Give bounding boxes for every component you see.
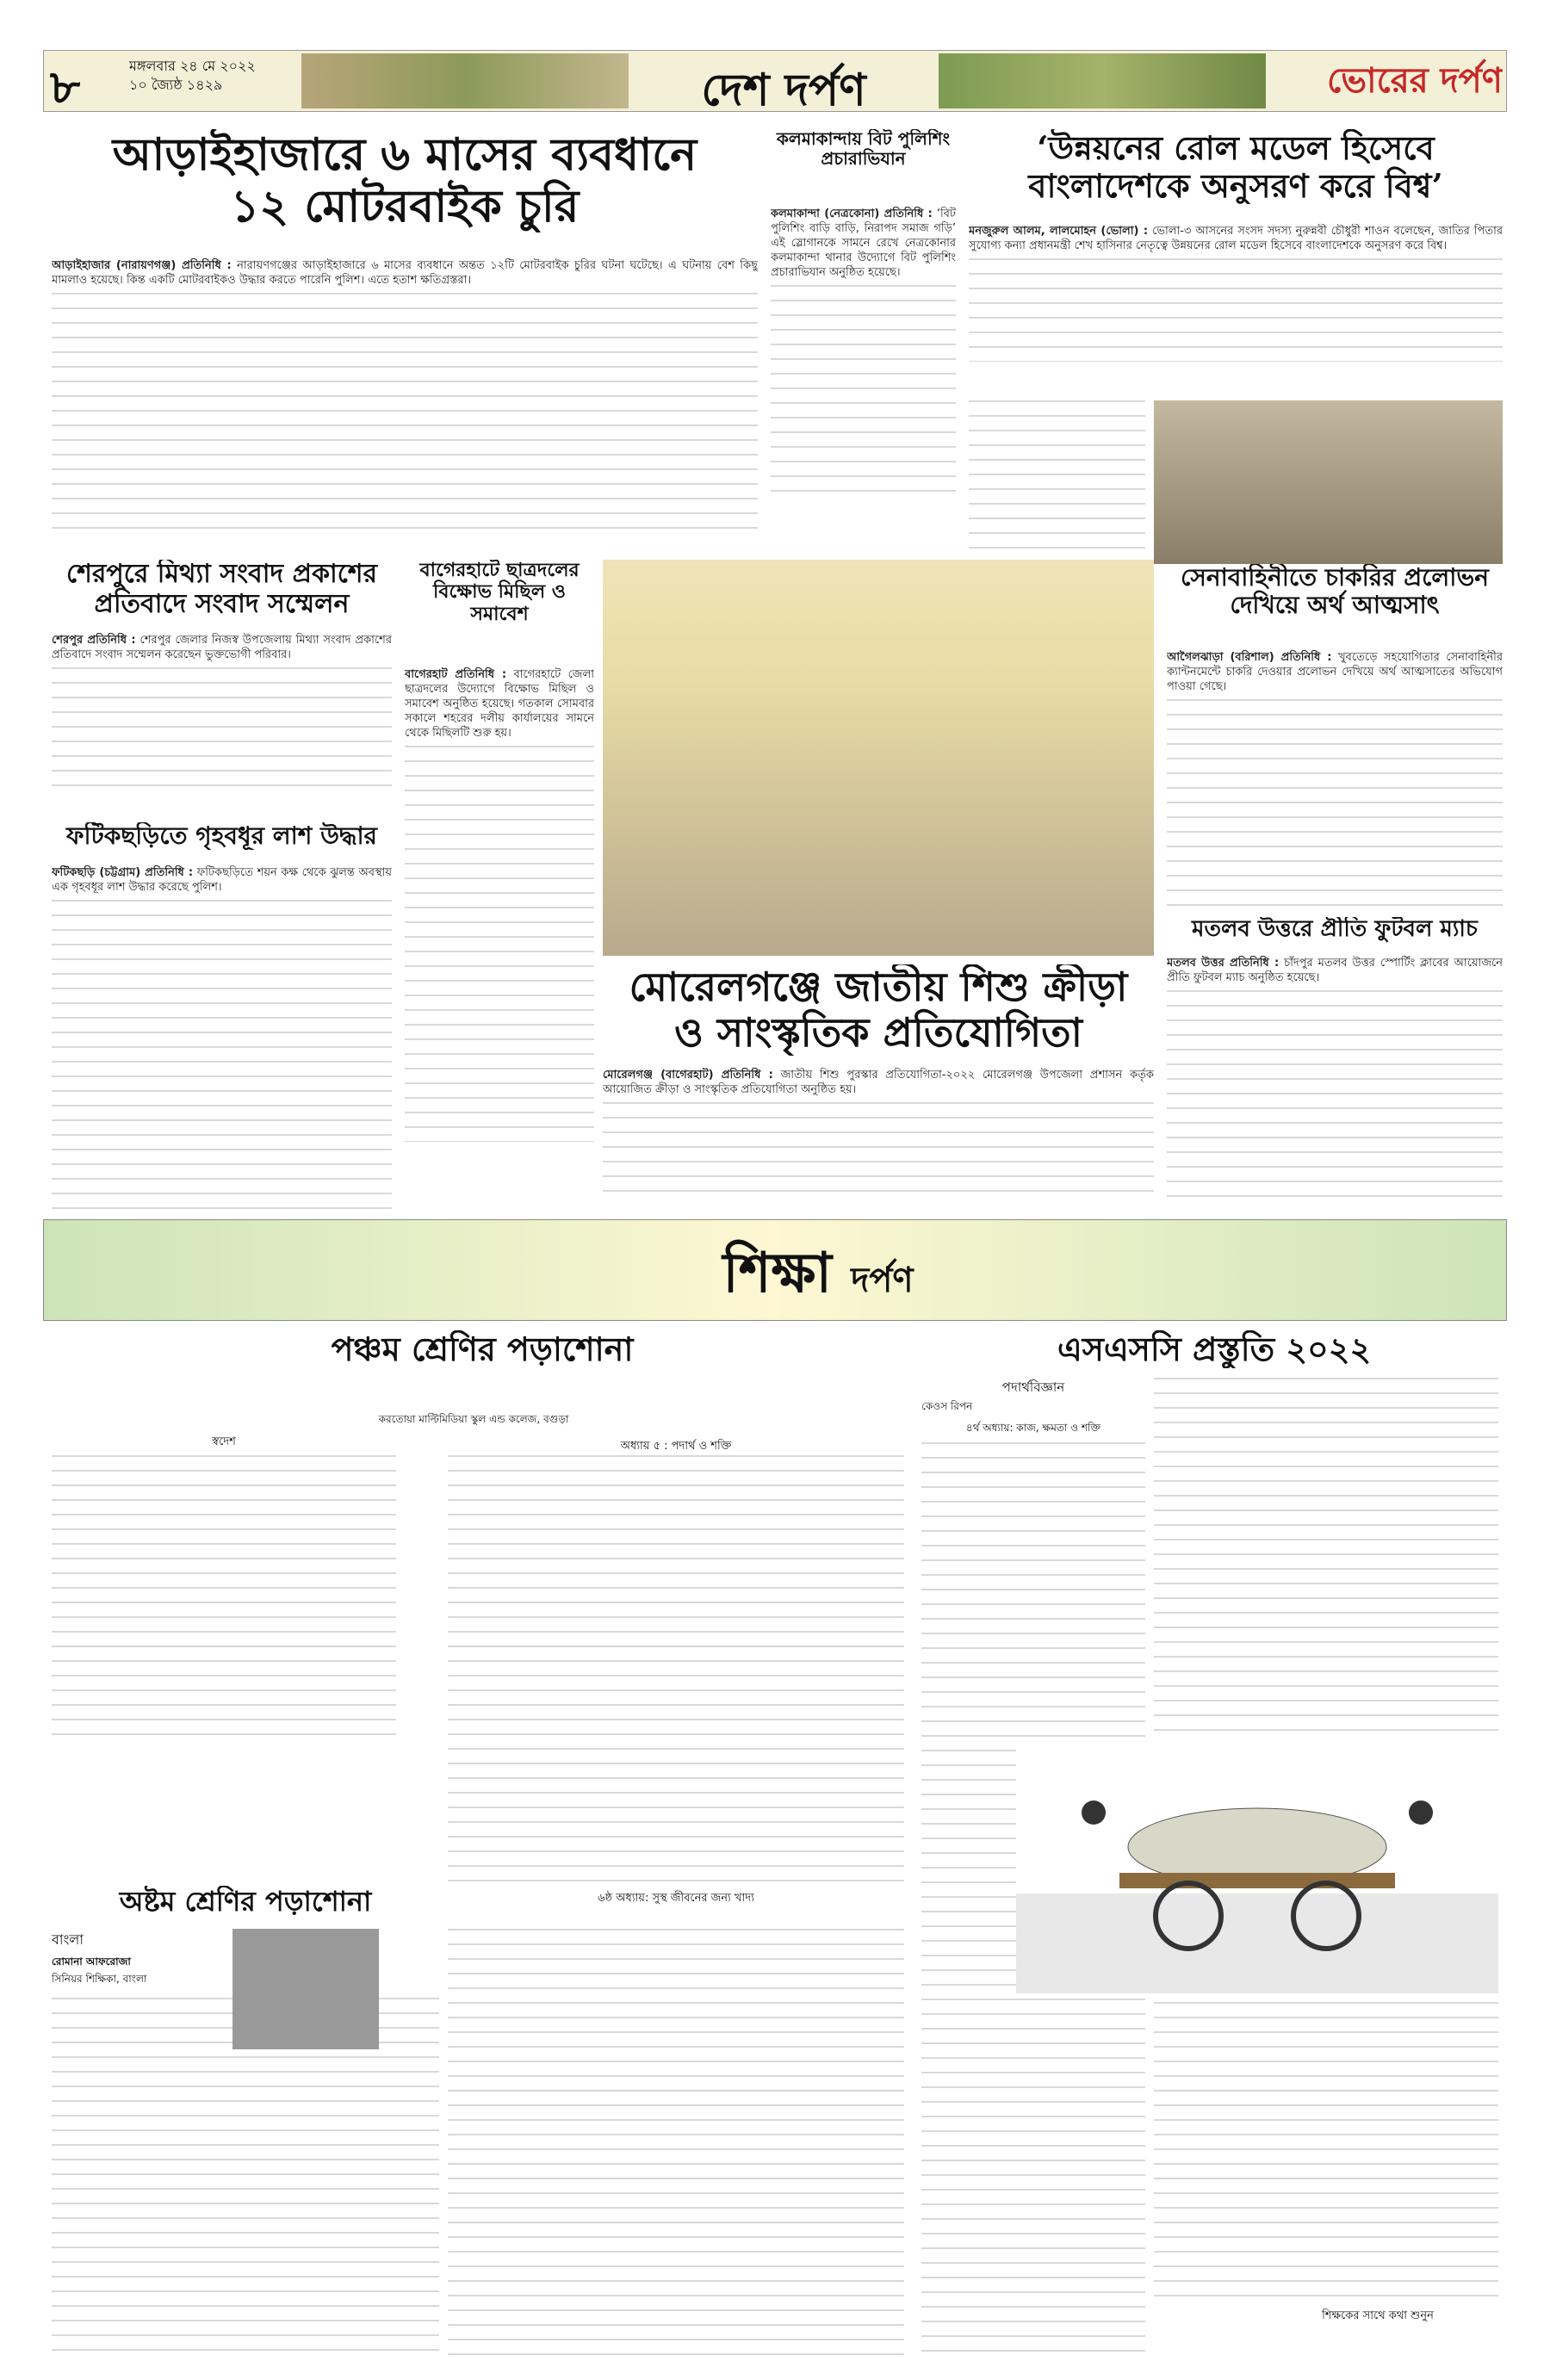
story3-byline: মনজুরুল আলম, লালমোহন (ভোলা) : xyxy=(969,225,1149,238)
story1-headline-line2: ১২ মোটরবাইক চুরি xyxy=(230,179,580,232)
story3-body-cont xyxy=(969,400,1145,564)
class8-subject: বাংলা xyxy=(52,1931,84,1948)
story4-body xyxy=(52,633,392,805)
ssc-illustration xyxy=(1016,1744,1498,1993)
class8-illustration xyxy=(232,1929,379,2049)
story4-headline-line1: শেরপুরে মিথ্যা সংবাদ প্রকাশের xyxy=(65,560,378,589)
story4-text: শেরপুর জেলার নিজস্ব উপজেলায় মিথ্যা সংবাদ প্রকাশের প্রতিবাদে সংবাদ সম্মেলন করেছেন ভুক্তভোগী পরিবার। xyxy=(52,634,392,661)
story9-byline: মোরেলগঞ্জ (বাগেরহাট) প্রতিনিধি : xyxy=(603,1069,773,1082)
story5-byline: বাগেরহাট প্রতিনিধি : xyxy=(405,668,507,681)
story4-byline: শেরপুর প্রতিনিধি : xyxy=(52,634,136,647)
ssc-title: এসএসসি প্রস্তুতি ২০২২ xyxy=(1057,1330,1372,1368)
class8-teacher-title: সিনিয়র শিক্ষিকা, বাংলা xyxy=(52,1973,147,1985)
story8-byline: মতলব উত্তর প্রতিনিধি : xyxy=(1167,957,1280,970)
story9-headline xyxy=(603,964,1154,1056)
story8-headline: মতলব উত্তরে প্রীতি ফুটবল ম্যাচ xyxy=(1192,917,1478,942)
morelganj-photo xyxy=(603,560,1154,956)
ssc-footer-note: শিক্ষকের সাথে কথা শুনুন xyxy=(1322,2309,1434,2322)
story3-text-filler-2 xyxy=(969,400,1145,555)
class5-section: স্বদেশ xyxy=(212,1435,236,1448)
story1-headline xyxy=(52,129,758,232)
story2-text: ‘বিট পুলিশিং বাড়ি বাড়ি, নিরাপদ সমাজ গড়ি’ এই স্লোগানকে সামনে রেখে নেত্রকোনার কলমাকান্দা থানার উদ্যোগে বিট পুলিশিং প্রচারাভিযান অনুষ্ঠিত হয়েছে। xyxy=(771,208,956,279)
story4-text-filler xyxy=(52,667,392,796)
story2-byline: কলমাকান্দা (নেত্রকোনা) প্রতিনিধি : xyxy=(771,208,933,220)
ssc-col2-text-bottom xyxy=(1154,2002,1498,2303)
education-banner-title xyxy=(603,1231,1033,1323)
story3-headline xyxy=(969,129,1503,204)
story6-byline: আগৈলঝাড়া (বরিশাল) প্রতিনিধি : xyxy=(1167,651,1332,664)
story2-text-filler xyxy=(771,285,956,492)
date-line-1: মঙ্গলবার ২৪ মে ২০২২ xyxy=(129,58,256,74)
banner-title-sub: দর্পণ xyxy=(851,1260,914,1300)
story6-headline: সেনাবাহিনীতে চাকরির প্রলোভন দেখিয়ে অর্থ আত্মসাৎ xyxy=(1181,564,1489,620)
story1-text-filler xyxy=(52,293,758,534)
story6-text: খুবতেড়ে সহযোগিতার সেনাবাহিনীর ক্যান্টনমেন্টে চাকরি দেওয়ার প্রলোভন দেখিয়ে অর্থ আত্মসাতের অভিযোগ পাওয়া গেছে। xyxy=(1167,651,1503,693)
ssc-teacher: কেওস রিপন xyxy=(921,1400,973,1412)
story5-text: বাগেরহাটে জেলা ছাত্রদলের উদ্যোগে বিক্ষোভ মিছিল ও সমাবেশ অনুষ্ঠিত হয়েছে। গতকাল সোমবার সকালে শহরের দলীয় কার্যালয়ের সামনে থেকে মিছিলটি শুরু হয়। xyxy=(405,668,594,740)
story9-text: জাতীয় শিশু পুরস্কার প্রতিযোগিতা-২০২২ মোরেলগঞ্জ উপজেলা প্রশাসন কর্তৃক আয়োজিত ক্রীড়া ও সাংস্কৃতিক প্রতিযোগিতা অনুষ্ঠিত হয়। xyxy=(603,1069,1154,1096)
story5-headline: বাগেরহাটে ছাত্রদলের বিক্ষোভ মিছিল ও সমাবেশ xyxy=(419,560,580,625)
date-line-2: ১০ জ্যৈষ্ঠ ১৪২৯ xyxy=(129,77,223,93)
masthead-photo-left xyxy=(301,53,629,108)
class5-chapter: অধ্যায় ৫ : পদার্থ ও শক্তি xyxy=(620,1440,732,1453)
story7-body xyxy=(52,865,392,1210)
story1-byline: আড়াইহাজার (নারায়ণগঞ্জ) প্রতিনিধি : xyxy=(52,259,232,272)
class5-science-text xyxy=(448,1455,904,1886)
story3-body xyxy=(969,224,1503,396)
story3-headline-line2: বাংলাদেশকে অনুসরণ করে বিশ্ব’ xyxy=(1028,165,1443,205)
story3-photo xyxy=(1154,400,1503,564)
story7-text-filler xyxy=(52,900,392,1210)
cart-wheel-right xyxy=(1293,1883,1359,1949)
class8-title: অষ্টম শ্রেণির পড়াশোনা xyxy=(119,1886,372,1918)
story8-text-filler xyxy=(1167,990,1503,1205)
story4-headline-line2: প্রতিবাদে সংবাদ সম্মেলন xyxy=(94,588,350,619)
story8-body xyxy=(1167,956,1503,1205)
ssc-subject: পদার্থবিজ্ঞান xyxy=(1001,1379,1065,1395)
story1-body xyxy=(52,258,758,542)
story1-text: নারায়ণগঞ্জের আড়াইহাজারে ৬ মাসের ব্যবধানে অন্তত ১২টি মোটরবাইক চুরির ঘটনা ঘটেছে। এ ঘটনায় বেশ কিছু মামলাও হয়েছে। কিন্ত একটি মোটরবাইকও উদ্ধার করতে পারেনি পুলিশ। এতে হতাশ ক্ষতিগ্রস্তরা। xyxy=(52,259,758,287)
story2-body xyxy=(771,207,956,542)
story1-headline-line1: আড়াইহাজারে ৬ মাসের ব্যবধানে xyxy=(112,129,698,181)
story8-text: চাঁদপুর মতলব উত্তর স্পোর্টিং ক্লাবের আয়োজনে প্রীতি ফুটবল ম্যাচ অনুষ্ঠিত হয়েছে। xyxy=(1167,957,1503,984)
ssc-chapter: ৪র্থ অধ্যায়: কাজ, ক্ষমতা ও শক্তি xyxy=(965,1422,1101,1434)
story9-headline-line1: মোরেলগঞ্জে জাতীয় শিশু ক্রীড়া xyxy=(629,964,1128,1010)
story9-headline-line2: ও সাংস্কৃতিক প্রতিযোগিতা xyxy=(674,1008,1082,1056)
page-number: ৮ xyxy=(50,59,81,115)
ssc-col2-text xyxy=(1154,1378,1498,1739)
story9-body xyxy=(603,1068,1154,1205)
cart-illustration-svg xyxy=(1016,1744,1498,1993)
story5-body xyxy=(405,667,594,1175)
story5-text-filler xyxy=(405,746,594,1142)
story7-text: ফটিকছড়িতে শয়ন কক্ষ থেকে ঝুলন্ত অবস্থায় এক গৃহবধূর লাশ উদ্ধার করেছে পুলিশ। xyxy=(52,866,392,894)
class5-title: পঞ্চম শ্রেণির পড়াশোনা xyxy=(331,1330,634,1368)
section-title: দেশ দর্পণ xyxy=(701,64,866,116)
masthead-photo-right xyxy=(939,53,1266,108)
brand-logo: ভোরের দর্পণ xyxy=(1327,60,1503,101)
story3-headline-line1: ‘উন্নয়নের রোল মডেল হিসেবে xyxy=(1037,129,1435,167)
cart-bed xyxy=(1119,1873,1395,1888)
story2-headline: কলমাকান্দায় বিট পুলিশিং প্রচারাভিযান xyxy=(776,129,951,169)
person-left-head xyxy=(1082,1800,1106,1825)
class8-teacher xyxy=(52,1955,224,1989)
issue-date xyxy=(129,57,256,95)
class8-teacher-name: রোমানা আফরোজা xyxy=(52,1955,131,1968)
story6-text-filler xyxy=(1167,699,1503,908)
story4-headline xyxy=(52,560,392,619)
story3-text-filler xyxy=(969,258,1503,362)
story7-headline: ফটিকছড়িতে গৃহবধূর লাশ উদ্ধার xyxy=(66,822,377,850)
person-right-head xyxy=(1409,1800,1433,1825)
cart-wheel-left xyxy=(1156,1883,1221,1949)
story9-text-filler xyxy=(603,1102,1154,1197)
class5-school: করতোয়া মাল্টিমিডিয়া স্কুল এন্ড কলেজ, বগুড়া xyxy=(378,1413,569,1425)
story7-byline: ফটিকছড়ি (চট্টগ্রাম) প্রতিনিধি : xyxy=(52,866,194,879)
class8-text xyxy=(52,1998,439,2359)
class5-bangla-text xyxy=(52,1455,396,1748)
story6-body xyxy=(1167,650,1503,908)
story3-text: ভোলা-৩ আসনের সংসদ সদস্য নুরুন্নবী চৌধুরী শাওন বলেছেন, জাতির পিতার সুযোগ্য কন্যা প্রধানমন্ত্রী শেখ হাসিনার নেতৃত্বে উন্নয়নের রোল মডেল হিসেবে বাংলাদেশকে অনুসরণ করে বিশ্ব। xyxy=(969,225,1503,252)
banner-title-main: শিক্ষা xyxy=(722,1241,832,1305)
class5-chapter6: ৬ষ্ঠ অধ্যায়: সুস্থ জীবনের জন্য খাদ্য xyxy=(598,1892,754,1905)
class8-text-right xyxy=(448,1929,904,2359)
